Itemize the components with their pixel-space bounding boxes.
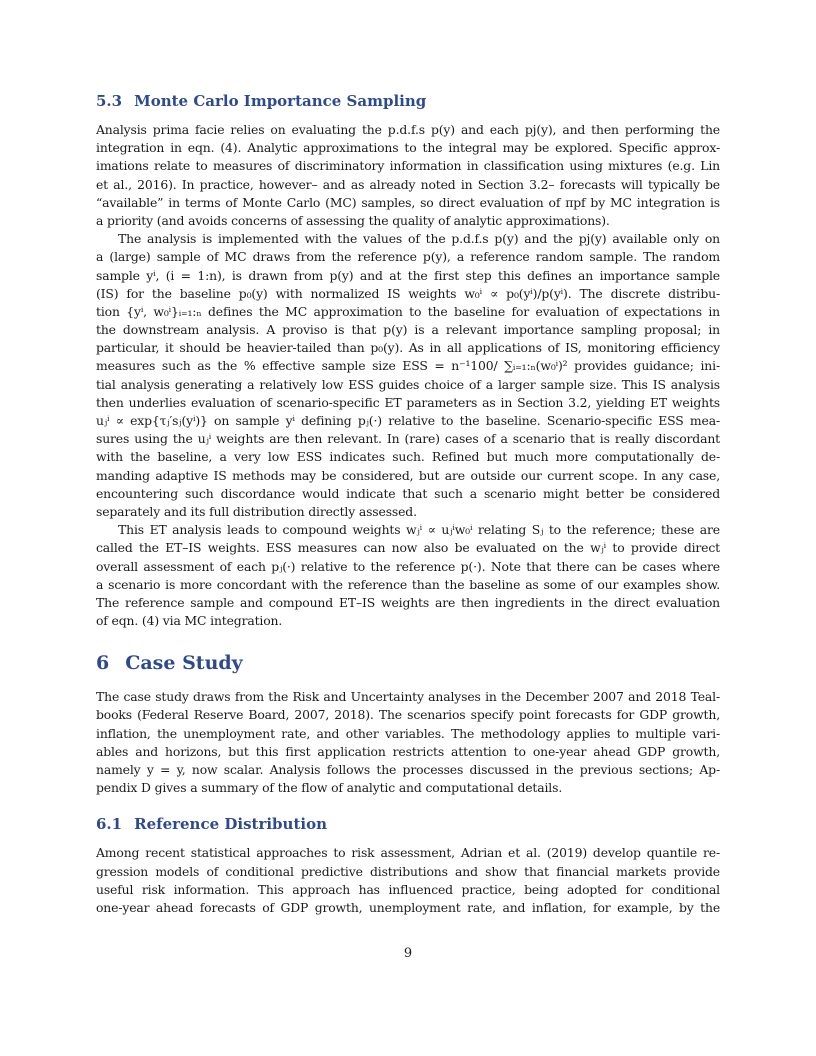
section-heading [96, 652, 720, 674]
section-title: Reference Distribution [134, 815, 327, 834]
paragraph [96, 521, 720, 630]
section-heading [96, 92, 720, 110]
text-line: Analysis prima facie relies on evaluating the p.d.f.s p(y) and each pj(y), and then performing the [96, 122, 720, 137]
text-line: This ET analysis leads to compound weights wⱼⁱ ∝ uⱼⁱw₀ⁱ relating Sⱼ to the reference; these are [118, 522, 720, 538]
page-body [96, 92, 720, 917]
text-line: with the baseline, a very low ESS indicates such. Refined but much more computationally de- [96, 449, 720, 465]
text-line: (IS) for the baseline p₀(y) with normalized IS weights w₀ⁱ ∝ p₀(yⁱ)/p(yⁱ). The discrete distribu- [96, 285, 720, 301]
text-line: The reference sample and compound ET–IS weights are then ingredients in the direct evaluation [96, 594, 720, 610]
text-line: pendix D gives a summary of the flow of analytic and computational details. [96, 780, 563, 796]
text-line: separately and its full distribution directly assessed. [96, 503, 417, 519]
paragraph [96, 230, 720, 521]
text-line: tial analysis generating a relatively low ESS guides choice of a larger sample size. This IS analysis [96, 376, 720, 392]
page-number: 9 [403, 946, 413, 961]
text-line: overall assessment of each pⱼ(·) relative to the reference p(·). Note that there can be cases where [96, 558, 720, 574]
text-line: manding adaptive IS methods may be considered, but are outside our current scope. In any case, [96, 467, 720, 483]
section-number: 6 [96, 652, 110, 675]
text-line: a priority (and avoids concerns of assessing the quality of analytic approximations). [96, 212, 610, 228]
paragraph [96, 844, 720, 917]
section-title: Case Study [125, 652, 243, 675]
text-line: the downstream analysis. A proviso is that p(y) is a relevant importance sampling proposal; in [96, 322, 720, 338]
text-line: a scenario is more concordant with the reference than the baseline as some of our examples show. [96, 576, 720, 592]
text-line: integration in eqn. (4). Analytic approximations to the integral may be explored. Specific approx- [96, 140, 720, 156]
text-line: one-year ahead forecasts of GDP growth, unemployment rate, and inflation, for example, by the [96, 899, 720, 915]
text-line: The analysis is implemented with the values of the p.d.f.s p(y) and the pj(y) available only on [118, 231, 720, 247]
text-line: books (Federal Reserve Board, 2007, 2018). The scenarios specify point forecasts for GDP growth, [96, 707, 720, 723]
text-line: encountering such discordance would indicate that such a scenario might better be considered [96, 485, 720, 501]
text-line: namely y = y, now scalar. Analysis follows the processes discussed in the previous sections; Ap- [96, 762, 720, 777]
text-line: particular, it should be heavier-tailed than p₀(y). As in all applications of IS, monitoring efficiency [96, 340, 720, 356]
section-number: 5.3 [96, 92, 123, 110]
section-heading [96, 815, 720, 833]
text-line: Among recent statistical approaches to risk assessment, Adrian et al. (2019) develop quantile re- [96, 845, 720, 861]
text-line: of eqn. (4) via MC integration. [96, 613, 283, 629]
text-line: sures using the uⱼⁱ weights are then relevant. In (rare) cases of a scenario that is really discordant [96, 431, 720, 447]
text-line: a (large) sample of MC draws from the reference p(y), a reference random sample. The random [96, 249, 720, 265]
text-line: measures such as the % effective sample size ESS = n⁻¹100/ ∑ᵢ₌₁:ₙ(w₀ⁱ)² provides guidance; ini- [96, 358, 720, 374]
text-line: inflation, the unemployment rate, and other variables. The methodology applies to multiple vari- [96, 725, 720, 741]
text-line: tion {yⁱ, w₀ⁱ}ᵢ₌₁:ₙ defines the MC approximation to the baseline for evaluation of expectations in [96, 303, 720, 319]
text-line: imations relate to measures of discriminatory information in classification using mixtures (e.g. Lin [96, 158, 720, 174]
section-number: 6.1 [96, 815, 123, 834]
section-title: Monte Carlo Importance Sampling [134, 92, 427, 110]
text-line: uⱼⁱ ∝ exp{τⱼ′sⱼ(yⁱ)} on sample yⁱ defining pⱼ(·) relative to the baseline. Scenario-specific ESS mea- [96, 413, 720, 428]
text-line: gression models of conditional predictive distributions and show that financial markets provide [96, 863, 720, 879]
text-line: useful risk information. This approach has influenced practice, being adopted for conditional [96, 881, 720, 897]
paragraph [96, 688, 720, 797]
text-line: sample yⁱ, (i = 1:n), is drawn from p(y) and at the first step this defines an importance sample [96, 267, 720, 283]
text-line: The case study draws from the Risk and Uncertainty analyses in the December 2007 and 2018 Teal- [96, 689, 720, 705]
text-line: “available” in terms of Monte Carlo (MC) samples, so direct evaluation of πpf by MC integration is [96, 194, 720, 210]
text-line: et al., 2016). In practice, however– and as already noted in Section 3.2– forecasts will typically be [96, 176, 720, 192]
paragraph [96, 121, 720, 230]
text-line: called the ET–IS weights. ESS measures can now also be evaluated on the wⱼⁱ to provide direct [96, 540, 720, 556]
text-line: then underlies evaluation of scenario-specific ET parameters as in Section 3.2, yielding ET weights [96, 394, 720, 410]
text-line: ables and horizons, but this first application restricts attention to one-year ahead GDP growth, [96, 743, 720, 759]
